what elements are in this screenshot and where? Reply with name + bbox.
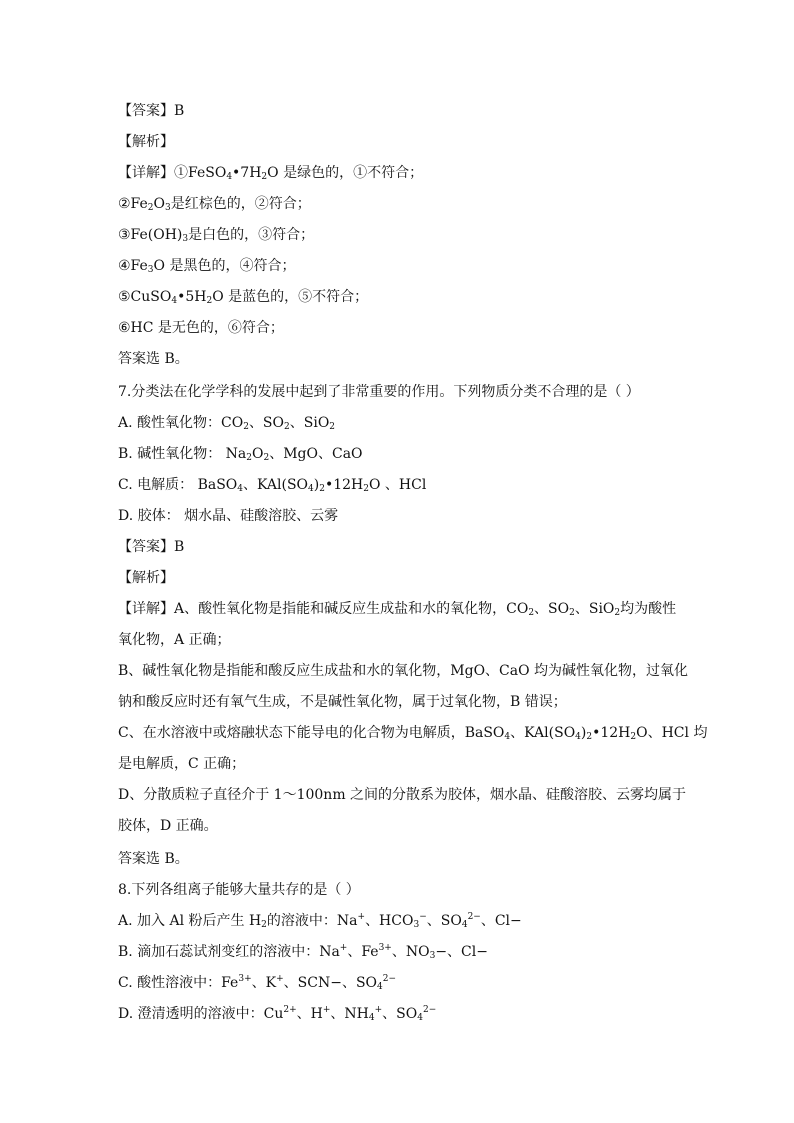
q8-option-c: C. 酸性溶液中：$Fe^{3+}$、K+、SCN−、$SO_4^{2-}$ [118, 974, 397, 992]
q7-option-d: D. 胶体： 烟水晶、硅酸溶胶、云雾 [118, 508, 339, 524]
q7-detail-a-line2: 氧化物，A 正确； [118, 632, 231, 648]
q6-answer: 【答案】B [118, 103, 185, 119]
q8-option-a: A. 加入 Al 粉后产生 $H_2$的溶液中：Na+、$HCO_3^-$、$SO_4^{2-}$、Cl− [118, 912, 522, 930]
q6-detail-item5: $⑤CuSO_4•5H_2O$ 是蓝色的，⑤不符合； [118, 289, 369, 306]
q7-conclusion: 答案选 B。 [118, 851, 189, 867]
q7-detail-b-line2: 钠和酸反应时还有氧气生成，不是碱性氧化物，属于过氧化物，B 错误； [118, 694, 567, 710]
q6-detail-item1: 【详解】$①FeSO_4•7H_2O$ 是绿色的，①不符合； [118, 165, 424, 182]
q7-option-a: A. 酸性氧化物：$CO_2$、$SO_2$、SiO$_2$ [118, 415, 336, 432]
q7-detail-c-line1: C、在水溶液中或熔融状态下能导电的化合物为电解质，BaSO$_4$、$KAl(SO_4)_2•12H_2O$、HCl 均 [118, 725, 708, 742]
q6-analysis-heading: 【解析】 [118, 134, 174, 150]
q6-detail-item3: $③Fe(OH)_3$是白色的，③符合； [118, 227, 315, 244]
q8-option-d: D. 澄清透明的溶液中：$Cu^{2+}$、H+、$NH_4^+$、$SO_4^{2-}$ [118, 1005, 437, 1023]
q7-detail-d-line2: 胶体，D 正确。 [118, 818, 218, 834]
q6-detail-item6: ⑥HC 是无色的，⑥符合； [118, 320, 284, 336]
q6-detail-item4: $④Fe_3O$ 是黑色的，④符合； [118, 258, 296, 275]
q7-detail-a-line1: 【详解】A、酸性氧化物是指能和碱反应生成盐和水的氧化物，$CO_2$、$SO_2$、SiO$_2$均为酸性 [118, 601, 677, 618]
q7-stem: 7.分类法在化学学科的发展中起到了非常重要的作用。下列物质分类不合理的是（ ） [118, 384, 640, 400]
q6-detail-item2: $②Fe_2O_3$是红棕色的，②符合； [118, 196, 311, 213]
q7-analysis-heading: 【解析】 [118, 570, 174, 586]
q8-option-b: B. 滴加石蕊试剂变红的溶液中：Na+、$Fe^{3+}$、$NO_3-$、Cl− [118, 943, 488, 961]
q7-detail-b-line1: B、碱性氧化物是指能和酸反应生成盐和水的氧化物，MgO、CaO 均为碱性氧化物，过氧化 [118, 663, 689, 679]
q8-stem: 8.下列各组离子能够大量共存的是（ ） [118, 882, 360, 898]
q7-detail-d-line1: D、分散质粒子直径介于 1～100nm 之间的分散系为胶体，烟水晶、硅酸溶胶、云雾均属于 [118, 787, 687, 803]
q7-answer: 【答案】B [118, 539, 185, 555]
q6-conclusion: 答案选 B。 [118, 351, 189, 367]
q7-detail-c-line2: 是电解质，C 正确； [118, 756, 246, 772]
q7-option-b: B. 碱性氧化物： $Na_2O_2$、MgO、CaO [118, 446, 363, 463]
q7-option-c: C. 电解质： BaSO$_4$、$KAl(SO_4)_2•12H_2O$ 、HCl [118, 477, 427, 494]
